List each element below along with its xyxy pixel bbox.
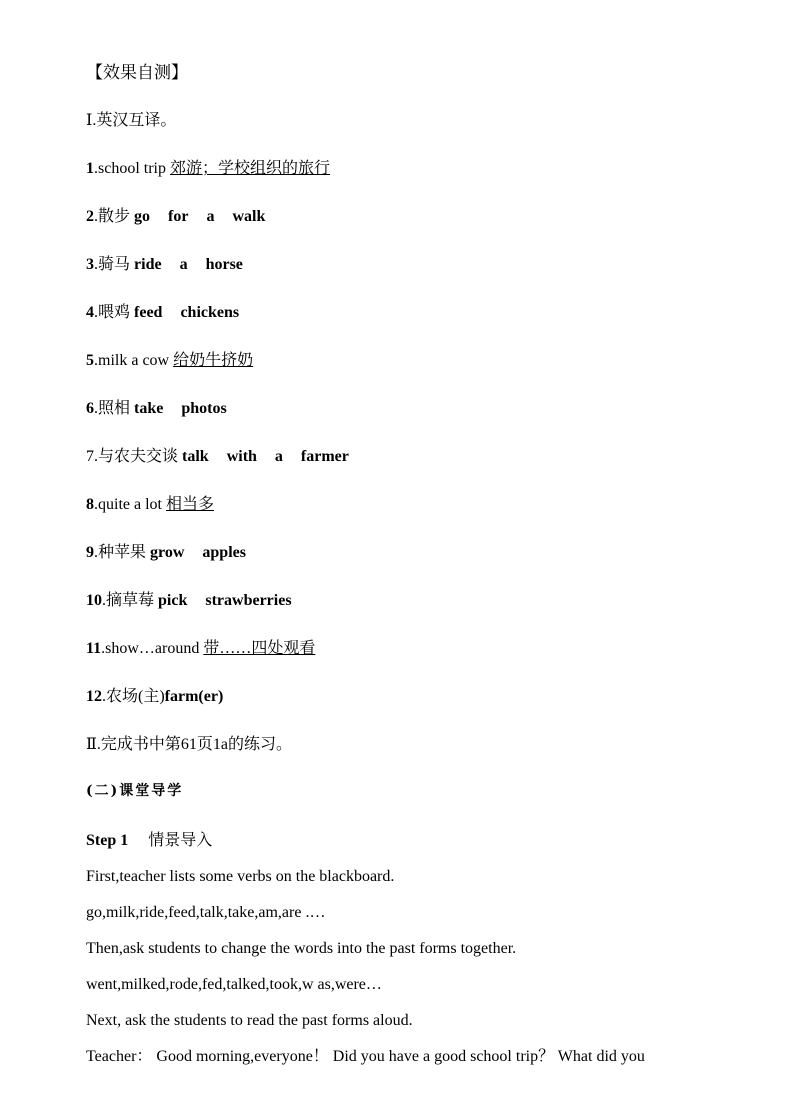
answer-word: for — [168, 208, 189, 225]
list-item — [86, 542, 246, 564]
item-number: 3 — [86, 256, 94, 273]
item-question: .quite a lot — [94, 496, 166, 513]
item-number: 5 — [86, 352, 94, 369]
paragraph: Teacher： Good morning,everyone！ Did you have a good school trip？ What did you — [86, 1048, 645, 1065]
list-item — [86, 590, 292, 612]
item-question: .school trip — [94, 160, 170, 177]
item-answer: 郊游；学校组织的旅行 — [170, 160, 331, 177]
item-question: .与农夫交谈 — [94, 448, 183, 465]
answer-word: ride — [134, 256, 162, 273]
list-item — [86, 158, 330, 180]
item-question: .show…around — [101, 640, 204, 657]
answer-word: a — [179, 256, 188, 273]
step1-heading — [86, 830, 212, 852]
item-question: .种苹果 — [94, 544, 151, 561]
part2-title: Ⅱ.完成书中第61页1a的练习。 — [86, 736, 292, 753]
item-question: .milk a cow — [94, 352, 174, 369]
item-answer — [165, 688, 224, 705]
item-number: 6 — [86, 400, 94, 417]
step1-label: Step 1 — [86, 832, 129, 849]
answer-word: photos — [181, 400, 227, 417]
answer-word: with — [226, 448, 257, 465]
paragraph: Then,ask students to change the words into the past forms together. — [86, 940, 517, 957]
answer-word: farm(er) — [164, 688, 224, 705]
answer-word: walk — [232, 208, 266, 225]
list-item — [86, 398, 227, 420]
item-number: 12 — [86, 688, 102, 705]
item-answer — [134, 256, 243, 273]
item-answer — [158, 592, 292, 609]
list-item — [86, 686, 223, 708]
answer-word: pick — [158, 592, 188, 609]
answer-word: farmer — [300, 448, 349, 465]
item-question: .骑马 — [94, 256, 135, 273]
list-item — [86, 302, 239, 324]
item-number: 7 — [86, 448, 94, 465]
item-answer — [134, 304, 239, 321]
answer-word: talk — [182, 448, 209, 465]
item-number: 11 — [86, 640, 102, 657]
part3-title: (二)课堂导学 — [86, 783, 184, 799]
paragraph: go,milk,ride,feed,talk,take,am,are .… — [86, 904, 326, 921]
item-question: .喂鸡 — [94, 304, 135, 321]
item-number: 1 — [86, 160, 94, 177]
answer-word: take — [134, 400, 164, 417]
answer-word: a — [274, 448, 283, 465]
answer-word: feed — [134, 304, 163, 321]
item-number: 2 — [86, 208, 94, 225]
answer-word: apples — [202, 544, 246, 561]
part1-title: Ⅰ.英汉互译。 — [86, 112, 177, 129]
answer-word: horse — [205, 256, 243, 273]
list-item — [86, 254, 243, 276]
section-title: 【效果自测】 — [86, 63, 188, 82]
item-question: .农场(主) — [102, 688, 165, 705]
item-answer — [182, 448, 349, 465]
item-answer — [134, 400, 227, 417]
item-number: 4 — [86, 304, 94, 321]
item-question: .散步 — [94, 208, 135, 225]
step1-title: 情景导入 — [148, 832, 213, 849]
answer-word: chickens — [180, 304, 240, 321]
answer-word: go — [134, 208, 151, 225]
list-item — [86, 638, 315, 660]
item-question: .摘草莓 — [102, 592, 159, 609]
paragraph: went,milked,rode,fed,talked,took,w as,were… — [86, 976, 382, 993]
list-item — [86, 206, 265, 228]
item-answer — [134, 208, 265, 225]
item-number: 8 — [86, 496, 94, 513]
item-question: .照相 — [94, 400, 135, 417]
item-number: 10 — [86, 592, 102, 609]
item-number: 9 — [86, 544, 94, 561]
item-answer: 给奶牛挤奶 — [173, 352, 254, 369]
paragraph: Next, ask the students to read the past forms aloud. — [86, 1012, 413, 1029]
item-answer: 带……四处观看 — [203, 640, 316, 657]
answer-word: strawberries — [205, 592, 292, 609]
paragraph: First,teacher lists some verbs on the blackboard. — [86, 868, 395, 885]
item-answer: 相当多 — [165, 496, 214, 513]
list-item — [86, 446, 349, 468]
item-answer — [150, 544, 246, 561]
answer-word: grow — [150, 544, 185, 561]
list-item — [86, 494, 214, 516]
answer-word: a — [206, 208, 215, 225]
list-item — [86, 350, 253, 372]
